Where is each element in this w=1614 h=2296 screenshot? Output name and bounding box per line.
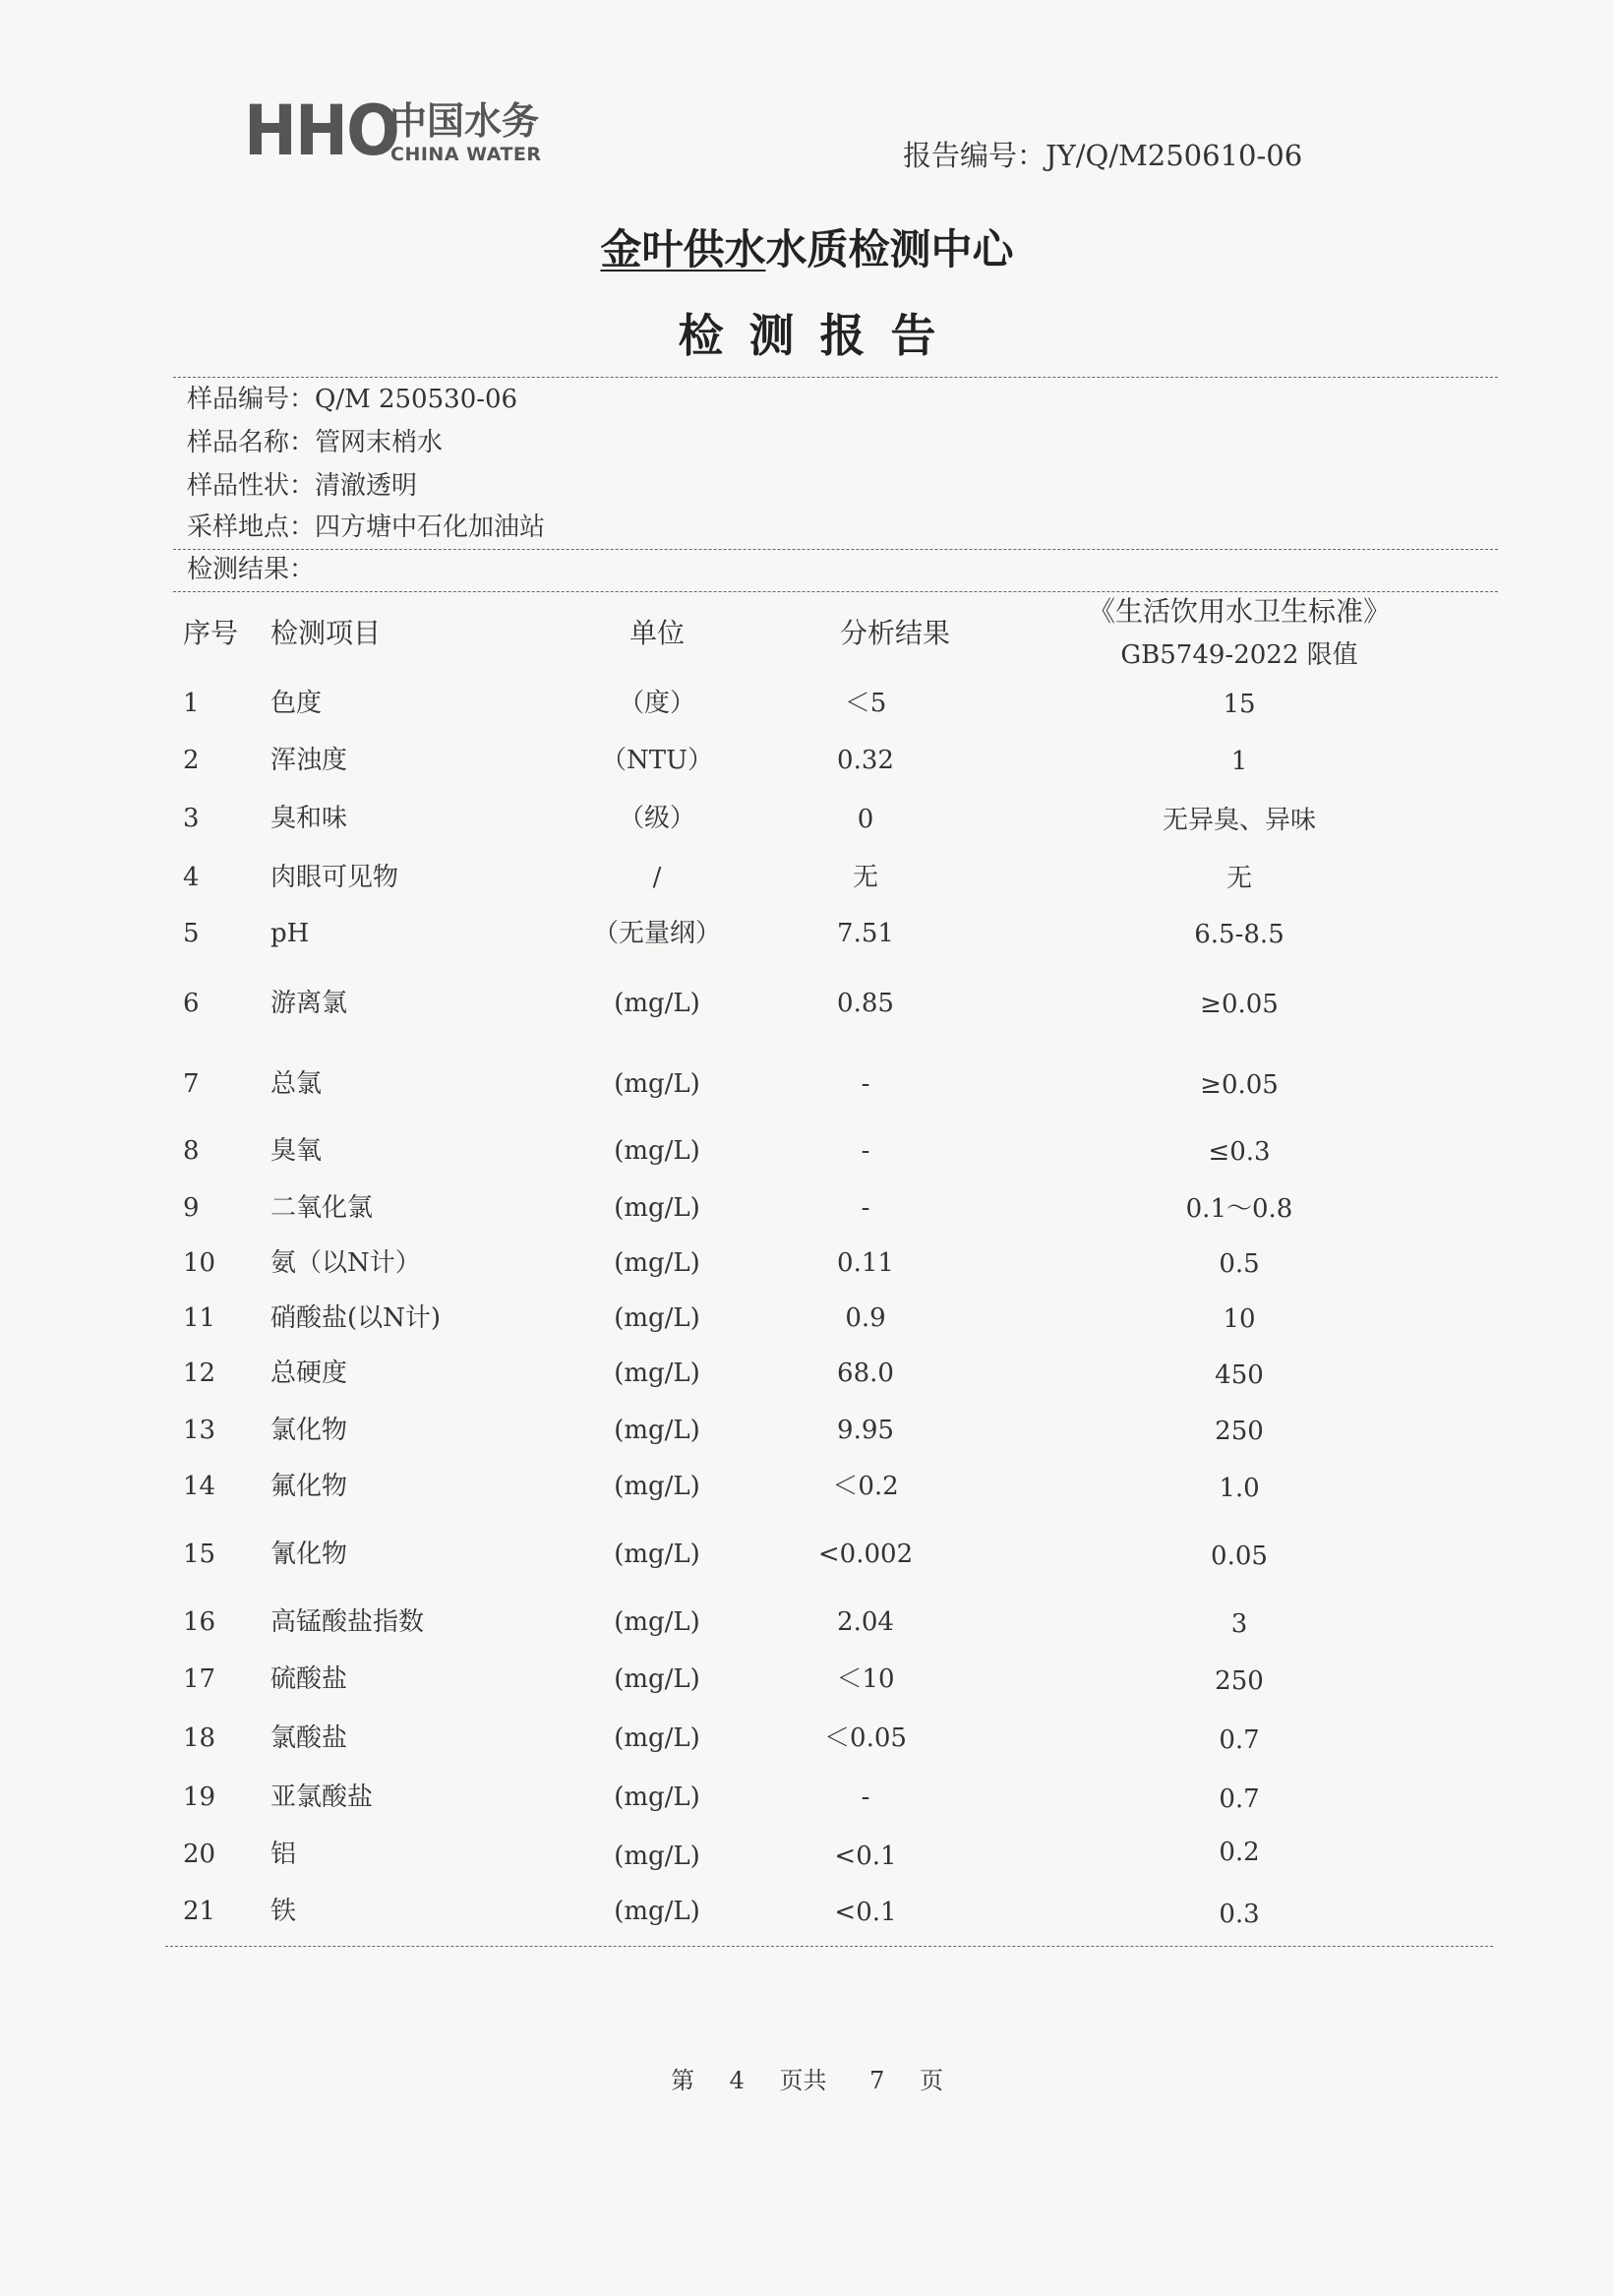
row-14-result: ＜0.2 bbox=[832, 1472, 899, 1501]
report-number: 报告编号：JY/Q/M250610-06 bbox=[903, 139, 1303, 172]
row-17-item: 硫酸盐 bbox=[270, 1664, 348, 1694]
org-title-rest: 水质检测中心 bbox=[765, 225, 1014, 273]
row-18-result: ＜0.05 bbox=[824, 1723, 907, 1753]
row-16-limit: 3 bbox=[1230, 1609, 1248, 1639]
row-19-unit: (mg/L) bbox=[614, 1782, 700, 1812]
row-1-unit: （度） bbox=[618, 689, 695, 718]
row-20-result: <0.1 bbox=[834, 1842, 897, 1871]
row-14-unit: (mg/L) bbox=[614, 1472, 700, 1501]
page-footer: 第 4 页共 7 页 bbox=[0, 2064, 1614, 2097]
row-7-no: 7 bbox=[183, 1069, 200, 1099]
row-14-limit: 1.0 bbox=[1219, 1474, 1260, 1503]
row-4-result: 无 bbox=[852, 863, 878, 892]
row-7-result: - bbox=[861, 1069, 870, 1099]
row-6-item: 游离氯 bbox=[270, 989, 348, 1018]
row-16-result: 2.04 bbox=[837, 1607, 894, 1637]
row-16-unit: (mg/L) bbox=[614, 1607, 700, 1637]
row-2-item: 浑浊度 bbox=[270, 746, 348, 775]
row-18-no: 18 bbox=[183, 1723, 216, 1753]
row-21-limit: 0.3 bbox=[1219, 1900, 1260, 1929]
row-6-unit: (mg/L) bbox=[614, 989, 700, 1018]
row-15-unit: (mg/L) bbox=[614, 1540, 700, 1569]
logo-chinese: 中国水务 bbox=[389, 99, 540, 143]
row-12-no: 12 bbox=[183, 1359, 216, 1388]
info-results-label: 检测结果： bbox=[187, 555, 316, 584]
total-pages: 7 bbox=[869, 2067, 885, 2094]
row-13-item: 氯化物 bbox=[270, 1416, 348, 1445]
info-sample-name: 样品名称：管网末梢水 bbox=[187, 428, 444, 457]
row-1-limit: 15 bbox=[1223, 690, 1256, 719]
row-1-result: ＜5 bbox=[844, 689, 887, 718]
row-3-item: 臭和味 bbox=[270, 804, 348, 833]
row-17-limit: 250 bbox=[1215, 1666, 1264, 1696]
info-sampling-location: 采样地点：四方塘中石化加油站 bbox=[187, 513, 546, 542]
row-5-unit: （无量纲） bbox=[592, 919, 721, 948]
row-3-unit: （级） bbox=[618, 804, 695, 833]
row-8-no: 8 bbox=[183, 1136, 200, 1166]
row-13-limit: 250 bbox=[1215, 1417, 1264, 1446]
row-10-limit: 0.5 bbox=[1219, 1249, 1260, 1279]
row-10-no: 10 bbox=[183, 1248, 216, 1278]
row-1-item: 色度 bbox=[270, 689, 323, 718]
divider-mid bbox=[173, 549, 1498, 550]
row-20-limit: 0.2 bbox=[1219, 1838, 1260, 1867]
row-11-result: 0.9 bbox=[845, 1303, 886, 1333]
row-5-limit: 6.5-8.5 bbox=[1194, 920, 1285, 949]
row-21-no: 21 bbox=[183, 1897, 216, 1926]
row-1-no: 1 bbox=[183, 689, 200, 718]
divider-table-top bbox=[173, 591, 1498, 592]
row-17-result: ＜10 bbox=[836, 1664, 895, 1694]
row-11-no: 11 bbox=[183, 1303, 216, 1333]
row-17-no: 17 bbox=[183, 1664, 216, 1694]
logo-mark: HHO bbox=[244, 91, 399, 171]
row-11-unit: (mg/L) bbox=[614, 1303, 700, 1333]
row-13-result: 9.95 bbox=[837, 1416, 894, 1445]
row-19-item: 亚氯酸盐 bbox=[270, 1782, 374, 1812]
row-13-unit: (mg/L) bbox=[614, 1416, 700, 1445]
row-15-no: 15 bbox=[183, 1540, 216, 1569]
row-8-unit: (mg/L) bbox=[614, 1136, 700, 1166]
row-15-result: <0.002 bbox=[817, 1540, 914, 1569]
row-15-limit: 0.05 bbox=[1211, 1541, 1268, 1571]
row-6-no: 6 bbox=[183, 989, 200, 1018]
row-4-limit: 无 bbox=[1225, 864, 1252, 893]
row-2-no: 2 bbox=[183, 746, 200, 775]
divider-table-bottom bbox=[165, 1946, 1493, 1947]
row-9-unit: (mg/L) bbox=[614, 1193, 700, 1223]
row-7-limit: ≥0.05 bbox=[1200, 1070, 1279, 1100]
row-10-unit: (mg/L) bbox=[614, 1248, 700, 1278]
divider-top bbox=[173, 377, 1498, 378]
row-6-limit: ≥0.05 bbox=[1200, 990, 1279, 1019]
row-18-unit: (mg/L) bbox=[614, 1723, 700, 1753]
row-21-result: <0.1 bbox=[834, 1898, 897, 1927]
header-unit: 单位 bbox=[628, 617, 685, 649]
row-3-result: 0 bbox=[857, 805, 874, 834]
row-18-item: 氯酸盐 bbox=[270, 1723, 348, 1753]
row-6-result: 0.85 bbox=[837, 989, 894, 1018]
row-19-no: 19 bbox=[183, 1782, 216, 1812]
row-11-item: 硝酸盐(以N计) bbox=[270, 1303, 442, 1333]
header-result: 分析结果 bbox=[839, 617, 950, 649]
header-item: 检测项目 bbox=[270, 617, 382, 649]
row-12-limit: 450 bbox=[1215, 1360, 1264, 1390]
row-11-limit: 10 bbox=[1223, 1304, 1256, 1334]
current-page: 4 bbox=[729, 2067, 745, 2094]
row-20-item: 铝 bbox=[270, 1840, 297, 1869]
row-16-item: 高锰酸盐指数 bbox=[270, 1607, 425, 1637]
row-19-result: - bbox=[861, 1782, 870, 1812]
header-no: 序号 bbox=[183, 617, 239, 649]
row-5-result: 7.51 bbox=[837, 919, 894, 948]
row-9-limit: 0.1～0.8 bbox=[1185, 1194, 1293, 1224]
row-18-limit: 0.7 bbox=[1219, 1725, 1260, 1755]
row-19-limit: 0.7 bbox=[1219, 1784, 1260, 1814]
row-2-limit: 1 bbox=[1230, 747, 1248, 776]
info-sample-appearance: 样品性状：清澈透明 bbox=[187, 471, 418, 501]
header-limit-line1: 《生活饮用水卫生标准》 bbox=[1087, 595, 1391, 628]
row-12-unit: (mg/L) bbox=[614, 1359, 700, 1388]
row-7-unit: (mg/L) bbox=[614, 1069, 700, 1099]
row-21-item: 铁 bbox=[270, 1897, 297, 1926]
row-2-result: 0.32 bbox=[837, 746, 894, 775]
row-21-unit: (mg/L) bbox=[614, 1897, 700, 1926]
row-20-no: 20 bbox=[183, 1840, 216, 1869]
row-9-item: 二氧化氯 bbox=[270, 1193, 374, 1223]
header-limit-line2: GB5749-2022 限值 bbox=[1120, 640, 1358, 670]
row-5-no: 5 bbox=[183, 919, 200, 948]
row-8-result: - bbox=[861, 1136, 870, 1166]
row-17-unit: (mg/L) bbox=[614, 1664, 700, 1694]
org-title bbox=[0, 224, 1614, 275]
row-10-item: 氨（以N计） bbox=[270, 1248, 421, 1278]
logo-english: CHINA WATER bbox=[390, 144, 542, 165]
row-4-no: 4 bbox=[183, 863, 200, 892]
row-8-item: 臭氧 bbox=[270, 1136, 323, 1166]
info-sample-id: 样品编号：Q/M 250530-06 bbox=[187, 385, 518, 414]
row-14-no: 14 bbox=[183, 1472, 216, 1501]
row-15-item: 氰化物 bbox=[270, 1540, 348, 1569]
org-title-underlined: 金叶供水 bbox=[600, 225, 766, 273]
row-3-limit: 无异臭、异味 bbox=[1162, 806, 1316, 835]
row-4-item: 肉眼可见物 bbox=[270, 863, 399, 892]
row-14-item: 氟化物 bbox=[270, 1472, 348, 1501]
row-8-limit: ≤0.3 bbox=[1208, 1137, 1271, 1167]
row-16-no: 16 bbox=[183, 1607, 216, 1637]
row-12-item: 总硬度 bbox=[270, 1359, 348, 1388]
row-20-unit: (mg/L) bbox=[614, 1842, 700, 1871]
row-10-result: 0.11 bbox=[837, 1248, 894, 1278]
row-5-item: pH bbox=[270, 919, 310, 948]
row-7-item: 总氯 bbox=[270, 1069, 323, 1099]
row-9-no: 9 bbox=[183, 1193, 200, 1223]
row-13-no: 13 bbox=[183, 1416, 216, 1445]
row-4-unit: / bbox=[652, 863, 662, 892]
row-12-result: 68.0 bbox=[837, 1359, 894, 1388]
report-subtitle: 检测报告 bbox=[678, 309, 962, 362]
row-3-no: 3 bbox=[183, 804, 200, 833]
row-9-result: - bbox=[861, 1193, 870, 1223]
row-2-unit: （NTU） bbox=[600, 746, 713, 775]
